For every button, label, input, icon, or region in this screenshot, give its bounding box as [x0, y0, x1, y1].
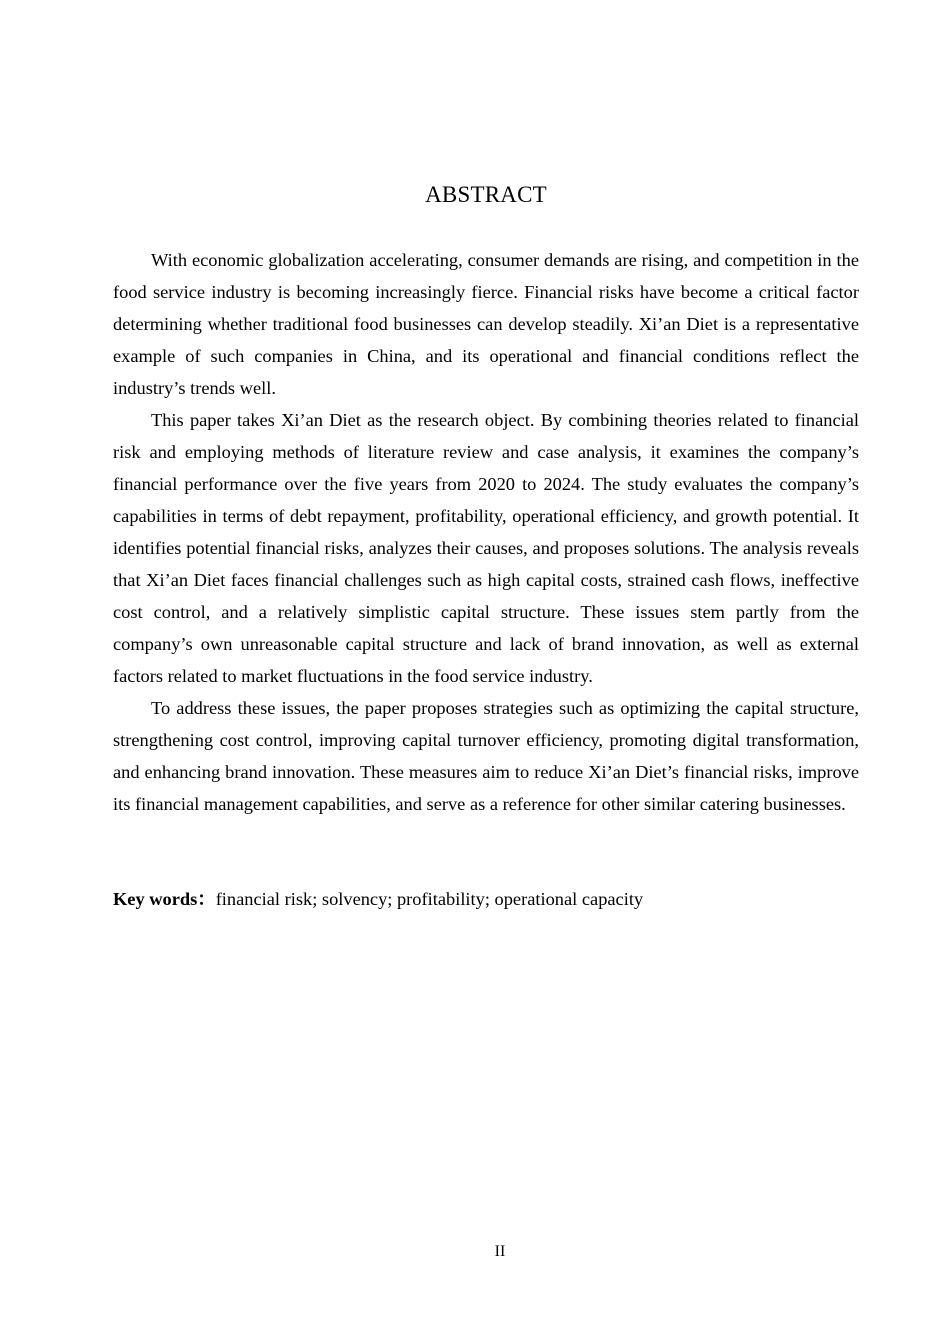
abstract-paragraph-1: With economic globalization accelerating, consumer demands are rising, and competition in the food service industry is becoming increasingly fierce. Financial risks have become a critical factor determining whether traditional food businesses can develop steadily. Xi’an Diet is a representative example of such companies in China, and its operational and financial conditions reflect the industry’s trends well.: [113, 250, 859, 398]
abstract-body: [113, 244, 859, 820]
page-number: II: [494, 1243, 506, 1260]
abstract-paragraph-2: This paper takes Xi’an Diet as the research object. By combining theories related to financial risk and employing methods of literature review and case analysis, it examines the company’s financial performance over the five years from 2020 to 2024. The study evaluates the company’s capabilities in terms of debt repayment, profitability, operational efficiency, and growth potential. It identifies potential financial risks, analyzes their causes, and proposes solutions. The analysis reveals that Xi’an Diet faces financial challenges such as high capital costs, strained cash flows, ineffective cost control, and a relatively simplistic capital structure. These issues stem partly from the company’s own unreasonable capital structure and lack of brand innovation, as well as external factors related to market fluctuations in the food service industry.: [113, 410, 859, 686]
abstract-paragraph-3: To address these issues, the paper proposes strategies such as optimizing the capital structure, strengthening cost control, improving capital turnover efficiency, promoting digital transformation, and enhancing brand innovation. These measures aim to reduce Xi’an Diet’s financial risks, improve its financial management capabilities, and serve as a reference for other similar catering businesses.: [113, 698, 859, 814]
keywords-line: [113, 883, 859, 915]
keywords-label: Key words：: [113, 889, 216, 909]
abstract-heading: ABSTRACT: [425, 182, 547, 207]
keywords-text: financial risk; solvency; profitability; operational capacity: [215, 889, 644, 909]
